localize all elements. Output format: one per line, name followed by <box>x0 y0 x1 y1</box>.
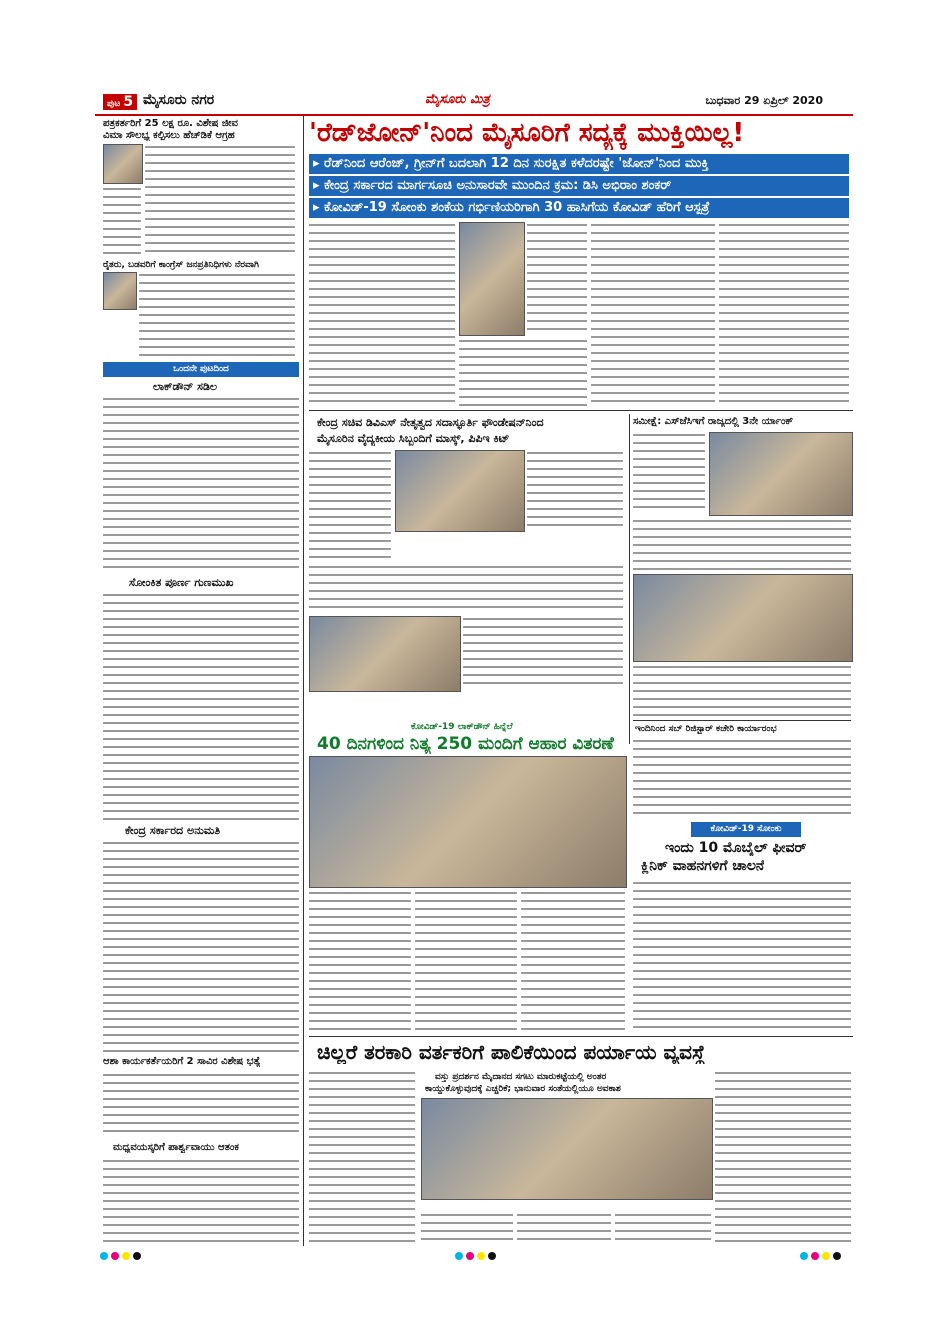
registration-marks <box>800 1252 841 1260</box>
article-text <box>103 840 299 1052</box>
article-text <box>103 1158 299 1246</box>
article-text <box>309 564 623 612</box>
article-text <box>103 396 299 572</box>
page-number-badge <box>103 94 137 110</box>
mid-headline-1: ಕೇಂದ್ರ ಸಚಿವ ಡಿವಿಎಸ್ ನೇತೃತ್ವದ ಸದಾಸ್ಫೂರ್ತಿ ಫೌಂಡೇಷನ್‌ನಿಂದ <box>317 416 544 429</box>
mid-headline-2: ಸಮೀಕ್ಷೆ: ಎಸ್‌ಜೆಸಿಇಗೆ ರಾಜ್ಯದಲ್ಲಿ 3ನೇ ರ್ಯಾಂಕ್ <box>633 416 794 427</box>
article-text <box>633 432 705 514</box>
article-text <box>421 1212 513 1246</box>
article-text <box>633 880 851 1032</box>
article-text <box>309 1070 415 1246</box>
photo-caption <box>309 694 623 722</box>
section-title: ಮೈಸೂರು ನಗರ <box>143 92 215 108</box>
column-rule <box>303 116 304 1246</box>
dc-photo <box>459 222 525 336</box>
article-text <box>521 890 625 1032</box>
issue-date: ಬುಧವಾರ 29 ಏಪ್ರಿಲ್ 2020 <box>705 94 823 107</box>
hdk-photo <box>103 144 143 184</box>
rule <box>633 720 851 721</box>
lead-bar-2: ▸ ಕೇಂದ್ರ ಸರ್ಕಾರದ ಮಾರ್ಗಸೂಚಿ ಅನುಸಾರವೇ ಮುಂದಿನ ಕ್ರಮ: ಡಿಸಿ ಅಭಿರಾಂ ಶಂಕರ್ <box>309 176 849 196</box>
article-text <box>517 1212 611 1246</box>
article-text <box>415 890 517 1032</box>
article-text <box>103 186 141 254</box>
article-text <box>145 144 295 254</box>
article-text <box>715 1070 851 1246</box>
page-number: 5 <box>123 94 134 110</box>
covid-tag: ಕೋವಿಡ್-19 ಸೋಂಕು <box>691 822 801 837</box>
left-headline-7: ಮಧ್ಯವಯಸ್ಕರಿಗೆ ಪಾರ್ಶ್ವವಾಯು ಆತಂಕ <box>113 1142 239 1153</box>
article-text <box>633 738 851 816</box>
page-label: ಪುಟ <box>107 99 121 109</box>
mid-headline-3: 40 ದಿನಗಳಿಂದ ನಿತ್ಯ 250 ಮಂದಿಗೆ ಆಹಾರ ವಿತರಣೆ <box>317 734 614 754</box>
mid-headline-1b: ಮೈಸೂರಿನ ವೈದ್ಯಕೀಯ ಸಿಬ್ಬಂದಿಗೆ ಮಾಸ್ಕ್, ಪಿಪಿಇ ಕಿಟ್ <box>317 432 510 445</box>
article-text <box>719 222 849 406</box>
left-headline-6: ಆಶಾ ಕಾರ್ಯಕರ್ತೆಯರಿಗೆ 2 ಸಾವಿರ ವಿಶೇಷ ಭತ್ಯೆ <box>103 1056 261 1067</box>
newspaper-page <box>95 88 853 1246</box>
food-distribution-photo <box>309 756 627 888</box>
kicker: ಕೋವಿಡ್-19 ಲಾಕ್‌ಡೌನ್ ಹಿನ್ನೆಲೆ <box>411 722 513 732</box>
left-headline-5: ಕೇಂದ್ರ ಸರ್ಕಾರದ ಅನುಮತಿ <box>125 824 221 837</box>
article-text <box>527 450 623 530</box>
article-text <box>459 338 587 406</box>
article-text <box>527 222 587 334</box>
lead-bar-1: ▸ ರೆಡ್‌ನಿಂದ ಆರೆಂಜ್, ಗ್ರೀನ್‌ಗೆ ಬದಲಾಗಿ 12 ದಿನ ಸುರಕ್ಷಿತ ಕಳೆದರಷ್ಟೇ 'ಜೋನ್'ನಿಂದ ಮುಕ್ತಿ <box>309 154 849 174</box>
masthead: ಮೈಸೂರು ಮಿತ್ರ <box>425 92 490 107</box>
bottom-subhead-1: ವಸ್ತು ಪ್ರದರ್ಶನ ಮೈದಾನದ ಸಗಟು ಮಾರುಕಟ್ಟೆಯಲ್ಲಿ ಅಂತರ <box>435 1072 607 1082</box>
left-headline-1b: ವಿಮಾ ಸೌಲಭ್ಯ ಕಲ್ಪಿಸಲು ಹೆಚ್‌ಡಿಕೆ ಆಗ್ರಹ <box>103 130 235 141</box>
mid-headline-4: ಇಂದಿನಿಂದ ಸಬ್ ರಿಜಿಸ್ಟ್ರಾರ್ ಕಚೇರಿ ಕಾರ್ಯಾರಂಭ <box>635 724 777 734</box>
rule <box>309 1036 853 1037</box>
article-text <box>615 1212 711 1246</box>
food-kit-photo <box>633 574 853 662</box>
photo-caption <box>421 1200 711 1210</box>
article-text <box>309 222 455 406</box>
college-photo <box>709 432 853 516</box>
lead-headline: 'ರೆಡ್‌ಜೋನ್'ನಿಂದ ಮೈಸೂರಿಗೆ ಸದ್ಯಕ್ಕೆ ಮುಕ್ತಿಯಿಲ್ಲ! <box>309 118 745 148</box>
left-headline-2: ರೈತರು, ಬಡವರಿಗೆ ಕಾಂಗ್ರೆಸ್ ಜನಪ್ರತಿನಿಧಿಗಳು ನೆರವಾಗಿ <box>103 260 259 270</box>
page-header <box>95 88 853 116</box>
article-text <box>103 592 299 820</box>
left-headline-3: ಲಾಕ್‌ಡೌನ್ ಸಡಿಲ <box>153 380 218 393</box>
article-text <box>463 616 623 690</box>
lead-bar-3: ▸ ಕೋವಿಡ್-19 ಸೋಂಕು ಶಂಕೆಯ ಗರ್ಭಿಣಿಯರಿಗಾಗಿ 30 ಹಾಸಿಗೆಯ ಕೋವಿಡ್ ಹೆರಿಗೆ ಆಸ್ಪತ್ರೆ <box>309 198 849 218</box>
article-text <box>103 1072 299 1138</box>
article-text <box>633 664 851 716</box>
market-photo <box>421 1098 713 1200</box>
article-text <box>591 222 715 406</box>
article-text <box>309 890 411 1032</box>
article-text <box>633 518 851 570</box>
left-headline-4: ಸೋಂಕಿತ ಪೂರ್ಣ ಗುಣಮುಖ <box>129 576 234 589</box>
bottom-headline: ಚಿಲ್ಲರೆ ತರಕಾರಿ ವರ್ತಕರಿಗೆ ಪಾಲಿಕೆಯಿಂದ ಪರ್ಯಾಯ ವ್ಯವಸ್ಥೆ <box>317 1040 706 1064</box>
registration-marks <box>455 1252 496 1260</box>
ppe-photo-2 <box>309 616 461 692</box>
person-photo <box>103 272 137 310</box>
rule <box>309 410 853 411</box>
article-text <box>139 272 295 360</box>
registration-marks <box>100 1252 141 1260</box>
ppe-photo-1 <box>395 450 525 532</box>
bottom-subhead-2: ಕಾಯ್ದುಕೊಳ್ಳುವುದಕ್ಕೆ ಎಚ್ಚರಿಕೆ; ಭಾನುವಾರ ಸಂತೆಯಲ್ಲಿಯೂ ಅವಕಾಶ <box>425 1084 621 1094</box>
continued-banner: ಒಂದನೇ ಪುಟದಿಂದ <box>103 362 299 377</box>
mid-headline-5: ಇಂದು 10 ಮೊಬೈಲ್ ಫೀವರ್ <box>665 840 807 856</box>
article-text <box>309 450 391 560</box>
mid-headline-5b: ಕ್ಲಿನಿಕ್ ವಾಹನಗಳಿಗೆ ಚಾಲನೆ <box>641 858 765 874</box>
left-headline-1: ಪತ್ರಕರ್ತರಿಗೆ 25 ಲಕ್ಷ ರೂ. ವಿಶೇಷ ಜೀವ <box>103 118 238 129</box>
column-rule <box>629 414 630 744</box>
